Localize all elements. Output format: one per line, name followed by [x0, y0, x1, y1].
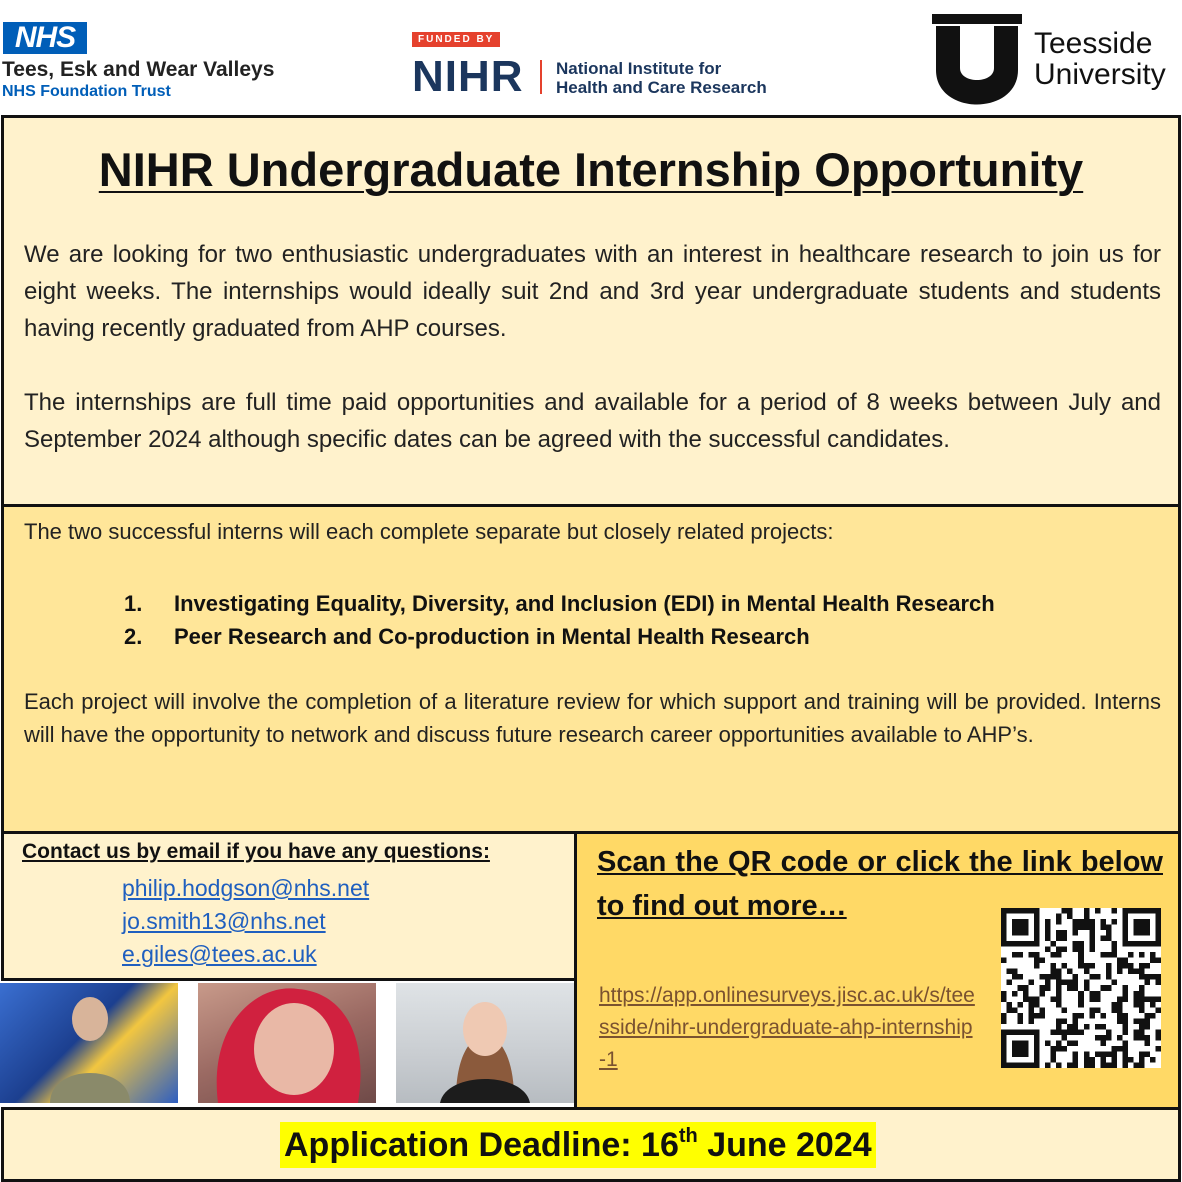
qr-code-icon: [1001, 908, 1161, 1068]
deadline-prefix: Application Deadline: 16: [284, 1126, 679, 1164]
nhs-logo: [0, 20, 305, 104]
team-photos: [0, 981, 576, 1105]
intro-paragraph-2: The internships are full time paid opportunities and available for a period of 8 weeks between July and September 2024 although specific dates can be agreed with the successful candidates.: [24, 389, 1161, 453]
projects-paragraph: Each project will involve the completion of a literature review for which support and training will be provided. Interns will have the opportunity to network and discuss future research career opportunities available to AHP’s.: [24, 689, 1161, 747]
project-number: 1.: [124, 591, 143, 616]
intro-panel: [1, 115, 1181, 507]
teesside-line1: Teesside: [1034, 27, 1153, 60]
intro-paragraph-1: We are looking for two enthusiastic undergraduates with an interest in healthcare research to join us for eight weeks. The internships would ideally suit 2nd and 3rd year undergraduate students and students having recently graduated from AHP courses.: [24, 241, 1161, 342]
application-deadline: [280, 1122, 876, 1168]
list-item: [124, 587, 995, 620]
nihr-wordmark: NIHR: [412, 52, 524, 101]
list-item: [122, 905, 369, 938]
email-list: [122, 872, 369, 971]
project-title: Peer Research and Co-production in Mental Health Research: [174, 624, 810, 649]
nhs-trust-name: Tees, Esk and Wear Valleys: [2, 58, 275, 81]
project-list: [124, 587, 995, 653]
qr-heading: Scan the QR code or click the link below to find out more…: [597, 846, 1163, 922]
list-item: [124, 620, 995, 653]
project-title: Investigating Equality, Diversity, and Inclusion (EDI) in Mental Health Research: [174, 591, 995, 616]
project-number: 2.: [124, 624, 143, 649]
nhs-badge: NHS: [3, 22, 87, 54]
deadline-panel: [1, 1107, 1181, 1182]
nihr-full-name-line1: National Institute for: [556, 59, 722, 78]
teesside-line2: University: [1034, 58, 1166, 91]
person-silhouette-icon: [0, 983, 178, 1103]
email-link-jo[interactable]: jo.smith13@nhs.net: [122, 908, 326, 934]
teesside-logo: [932, 12, 1182, 112]
list-item: [122, 872, 369, 905]
nihr-full-name-line2: Health and Care Research: [556, 78, 767, 97]
projects-intro: The two successful interns will each complete separate but closely related projects:: [24, 519, 834, 544]
email-link-philip[interactable]: philip.hodgson@nhs.net: [122, 875, 370, 901]
qr-panel: [574, 831, 1181, 1110]
nihr-logo: [412, 32, 782, 100]
qr-code[interactable]: [1001, 908, 1161, 1068]
person-silhouette-icon: [198, 983, 376, 1103]
projects-panel: [1, 504, 1181, 834]
contact-panel: [1, 831, 577, 981]
teesside-wordmark: [1034, 28, 1166, 90]
team-photo-3: [396, 983, 574, 1103]
contact-heading: Contact us by email if you have any questions:: [22, 840, 490, 863]
deadline-ordinal: th: [678, 1125, 698, 1147]
team-photo-1: [0, 983, 178, 1103]
nhs-foundation-trust: NHS Foundation Trust: [2, 83, 171, 100]
funded-by-label: FUNDED BY: [412, 32, 500, 47]
deadline-rest: June 2024: [697, 1126, 872, 1164]
survey-link[interactable]: https://app.onlinesurveys.jisc.ac.uk/s/teesside/nihr-undergraduate-ahp-internship-1: [599, 984, 975, 1071]
email-link-giles[interactable]: e.giles@tees.ac.uk: [122, 941, 317, 967]
nihr-full-name: [556, 59, 767, 97]
person-silhouette-icon: [396, 983, 574, 1103]
list-item: [122, 938, 369, 971]
teesside-u-icon: [932, 12, 1022, 110]
nihr-divider: [540, 60, 542, 94]
page-title: NIHR Undergraduate Internship Opportunity: [98, 143, 1084, 196]
team-photo-2: [198, 983, 376, 1103]
